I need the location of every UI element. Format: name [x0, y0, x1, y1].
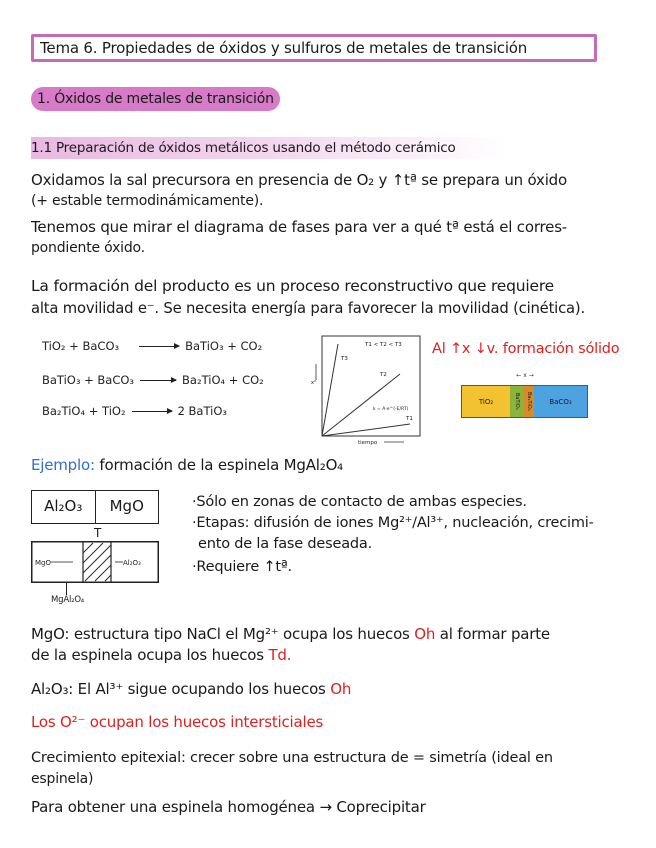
mgo-text-d: de la espinela ocupa los huecos	[31, 646, 269, 664]
bullet-1: ·Sólo en zonas de contacto de ambas especies.	[192, 494, 527, 510]
bullet-3: ·Requiere ↑tª.	[192, 559, 292, 575]
product-label: MgAl₂O₄	[51, 595, 85, 605]
mgo-td: Td.	[268, 646, 292, 664]
al-text-a: Al₂O₃: El Al³⁺ sigue ocupando los huecos	[31, 680, 331, 698]
red-note: Al ↑x ↓v. formación sólido	[432, 341, 620, 357]
growth-line-1: Crecimiento epitexial: crecer sobre una estructura de = simetría (ideal en	[31, 750, 553, 766]
al2o3-line	[31, 679, 351, 700]
phase-tio2: TiO₂	[462, 386, 510, 417]
example-label: Ejemplo:	[31, 456, 95, 474]
diff-mgo-label: MgO	[35, 559, 51, 567]
section-heading: 1. Óxidos de metales de transición	[31, 87, 280, 111]
diff-al2o3-label: Al₂O₃	[123, 559, 141, 567]
graph-legend: T1 < T2 < T3	[365, 342, 402, 348]
phase-baco3: BaCO₃	[534, 386, 587, 417]
box-al2o3: Al₂O₃	[32, 491, 96, 523]
label-t3: T3	[341, 356, 348, 362]
paragraph-1-line-2: (+ estable termodinámicamente).	[31, 193, 264, 209]
reactant-boxes	[31, 490, 159, 524]
equation-3-right: 2 BaTiO₃	[177, 404, 227, 418]
mgo-text-c: al formar parte	[435, 625, 550, 643]
label-t1: T1	[406, 416, 413, 422]
x-axis-label: tiempo	[358, 440, 378, 446]
mgo-text-a: MgO: estructura tipo NaCl el Mg²⁺ ocupa los huecos	[31, 625, 415, 643]
curve-t3	[322, 344, 338, 436]
label-t2: T2	[380, 372, 387, 378]
final-line: Para obtener una espinela homogénea → Coprecipitar	[31, 798, 426, 816]
x-label: x	[523, 372, 527, 379]
paragraph-3-line-2: alta movilidad e⁻. Se necesita energía para favorecer la movilidad (cinética).	[31, 300, 585, 317]
example-text: formación de la espinela MgAl₂O₄	[99, 456, 343, 474]
kinetics-graph	[310, 334, 422, 446]
equation-1	[42, 339, 262, 353]
paragraph-2-line-2: pondiente óxido.	[31, 240, 145, 256]
growth-line-2: espinela)	[31, 771, 94, 787]
paragraph-3-line-1: La formación del producto es un proceso reconstructivo que requiere	[31, 277, 555, 295]
diffusion-diagram	[31, 541, 159, 583]
rate-equation: k = A·e^(-E/RT)	[373, 407, 409, 412]
bullet-2-cont: ento de la fase deseada.	[198, 536, 372, 552]
bullet-2: ·Etapas: difusión de iones Mg²⁺/Al³⁺, nucleación, crecimi-	[192, 515, 594, 531]
equation-2	[42, 373, 264, 387]
al-oh: Oh	[330, 680, 352, 698]
subsection-heading: 1.1 Preparación de óxidos metálicos usando el método cerámico	[31, 137, 505, 159]
box-mgo: MgO	[109, 497, 144, 515]
example-line	[31, 456, 343, 474]
equation-2-right: Ba₂TiO₄ + CO₂	[182, 373, 264, 387]
phase-bar	[461, 385, 588, 418]
reaction-arrow-icon	[132, 411, 172, 412]
equation-3-left: Ba₂TiO₄ + TiO₂	[42, 404, 126, 418]
mgo-oh: Oh	[414, 625, 436, 643]
mgo-line-1	[31, 624, 550, 645]
y-axis-label: x²	[311, 380, 316, 386]
paragraph-1-line-1: Oxidamos la sal precursora en presencia de O₂ y ↑tª se prepara un óxido	[31, 171, 567, 189]
paragraph-2-line-1: Tenemos que mirar el diagrama de fases para ver a qué tª está el corres-	[31, 218, 568, 236]
phase-batio3: BaTiO₃	[510, 386, 524, 417]
reaction-arrow-icon	[140, 380, 176, 381]
phase-ba2tio4: Ba₂TiO₄	[524, 386, 534, 417]
product-hatch	[83, 543, 111, 581]
reaction-arrow-icon	[139, 346, 179, 347]
page-title: Tema 6. Propiedades de óxidos y sulfuros de metales de transición	[31, 34, 597, 62]
equation-1-right: BaTiO₃ + CO₂	[185, 339, 263, 353]
equation-1-left: TiO₂ + BaCO₃	[42, 339, 120, 353]
mgo-line-2	[31, 645, 291, 666]
pointer-line	[66, 583, 67, 595]
x-width-label: ← x →	[516, 372, 534, 379]
equation-2-left: BaTiO₃ + BaCO₃	[42, 373, 135, 387]
equation-3	[42, 404, 227, 418]
oxide-ions-line: Los O²⁻ ocupan los huecos intersticiales	[31, 713, 324, 731]
heat-symbol: T	[94, 526, 102, 540]
